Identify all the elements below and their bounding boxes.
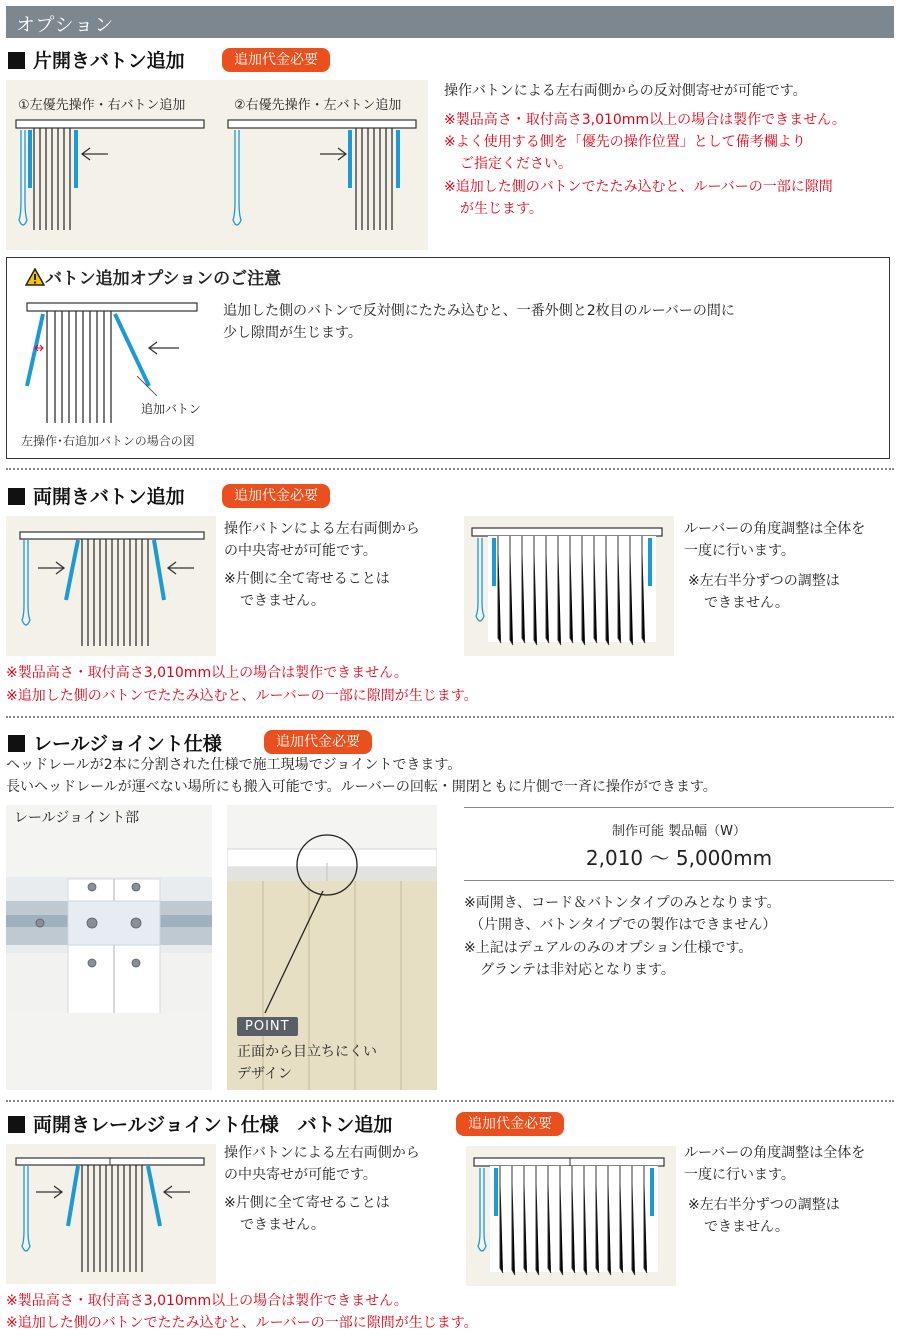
sec4-note-height: ※製品高さ・取付高さ3,010mm以上の場合は製作できません。 [6,1293,408,1309]
extra-charge-badge: 追加代金必要 [222,484,330,508]
sec4-desc-line3: ※片側に全て寄せることは [224,1195,390,1211]
added-baton-label: 追加バトン [141,402,201,416]
square-bullet-icon [8,735,25,752]
rail-joint-note4: グランテは非対応となります。 [480,962,675,978]
figure-label-left-priority: ①左優先操作・右バトン追加 [18,98,186,113]
page-title: オプション [16,14,115,36]
double-baton-desc-line2: の中央寄せが可能です。 [224,543,377,559]
angle-desc-line3: ※左右半分ずつの調整は [688,573,840,589]
rail-joint-image [6,805,212,1090]
double-rail-baton-diagram [6,1144,216,1284]
extra-charge-badge: 追加代金必要 [456,1112,564,1136]
sec2-note-gap: ※追加した側のバトンでたたみ込むと、ルーバーの一部に隙間が生じます。 [6,688,478,704]
note-height-limit: ※製品高さ・取付高さ3,010mm以上の場合は製作できません。 [444,112,846,128]
single-baton-description: 操作バトンによる左右両側からの反対側寄せが可能です。 [444,83,807,99]
width-top-rule [464,807,894,808]
sec4-angle-diagram [466,1146,676,1286]
rail-joint-desc-line1: ヘッドレールが2本に分割された仕様で施工現場でジョイントできます。 [6,757,462,773]
caution-text-line1: 追加した側のバトンで反対側にたたみ込むと、一番外側と2枚目のルーバーの間に [223,303,735,319]
page-header [6,6,894,38]
caution-diagram [7,258,227,458]
angle-desc-line2: 一度に行います。 [684,543,795,559]
note-priority-line2: ご指定ください。 [460,156,572,172]
angle-adjust-figure [464,516,674,656]
double-baton-desc-line1: 操作バトンによる左右両側から [224,521,420,537]
square-bullet-icon [8,52,25,69]
double-baton-figure [6,516,216,656]
extra-charge-badge: 追加代金必要 [222,48,330,72]
sec4-angle-line4: できません。 [704,1219,789,1235]
angle-adjust-diagram [464,516,674,656]
note-priority-line1: ※よく使用する側を「優先の操作位置」として備考欄より [444,134,806,150]
rail-joint-note1: ※両開き、コード＆バトンタイプのみとなります。 [464,895,781,911]
double-baton-desc-line3: ※片側に全て寄せることは [224,571,390,587]
section-title-single-baton [8,46,185,73]
section-title-text: 両開きバトン追加 [33,486,185,508]
double-rail-baton-figure [6,1144,216,1284]
caution-title-text: バトン追加オプションのご注意 [45,269,282,289]
section-divider [6,716,894,718]
sec4-note-gap: ※追加した側のバトンでたたみ込むと、ルーバーの一部に隙間が生じます。 [6,1315,478,1331]
width-label: 制作可能 製品幅（W） [612,824,746,839]
width-value: 2,010 ～ 5,000mm [585,846,773,870]
single-baton-figure [6,80,428,250]
front-view-photo [227,805,437,1090]
square-bullet-icon [8,1116,25,1133]
rail-joint-note3: ※上記はデュアルのみのオプション仕様です。 [464,940,753,956]
caution-figure-caption: 左操作･右追加バトンの場合の図 [21,434,195,448]
double-baton-diagram [6,516,216,656]
sec2-note-height: ※製品高さ・取付高さ3,010mm以上の場合は製作できません。 [6,665,408,681]
rail-joint-photo-label: レールジョイント部 [14,810,140,826]
sec4-angle-line2: 一度に行います。 [684,1167,795,1183]
point-text-line1: 正面から目立ちにくい [237,1044,377,1060]
angle-desc-line4: できません。 [704,595,789,611]
figure-label-right-priority: ②右優先操作・左バトン追加 [234,98,402,113]
section-divider [6,1100,894,1102]
section-title-text: レールジョイント仕様 [33,733,222,755]
double-baton-desc-line4: できません。 [240,593,325,609]
point-text-line2: デザイン [237,1066,293,1082]
angle-desc-line1: ルーバーの角度調整は全体を [684,521,866,537]
caution-text-line2: 少し隙間が生じます。 [223,325,362,341]
sec4-angle-line3: ※左右半分ずつの調整は [688,1197,840,1213]
point-badge: POINT [237,1017,298,1036]
single-baton-diagram [6,80,428,250]
rail-joint-photo [6,805,212,1090]
sec4-angle-figure [466,1146,676,1286]
rail-joint-note2: （片開き、バトンタイプでの製作はできません） [470,917,777,933]
section-title-text: 両開きレールジョイント仕様 バトン追加 [33,1114,393,1136]
square-bullet-icon [8,488,25,505]
section-title-double-rail-joint-baton [8,1110,392,1137]
sec4-angle-line1: ルーバーの角度調整は全体を [684,1145,866,1161]
sec4-desc-line1: 操作バトンによる左右両側から [224,1145,420,1161]
width-bottom-rule [464,880,894,881]
rail-joint-desc-line2: 長いヘッドレールが運べない場所にも搬入可能です。ルーバーの回転・開閉ともに片側で一斉に操作ができます。 [6,779,717,795]
section-title-double-baton [8,482,185,509]
section-divider [6,468,894,470]
extra-charge-badge: 追加代金必要 [264,730,372,754]
note-gap-line2: が生じます。 [460,201,543,217]
sec4-desc-line4: できません。 [240,1217,325,1233]
section-title-rail-joint [8,729,222,756]
section-title-text: 片開きバトン追加 [33,50,185,72]
caution-box [6,257,890,459]
sec4-desc-line2: の中央寄せが可能です。 [224,1167,377,1183]
note-gap-line1: ※追加した側のバトンでたたみ込むと、ルーバーの一部に隙間 [444,179,833,195]
